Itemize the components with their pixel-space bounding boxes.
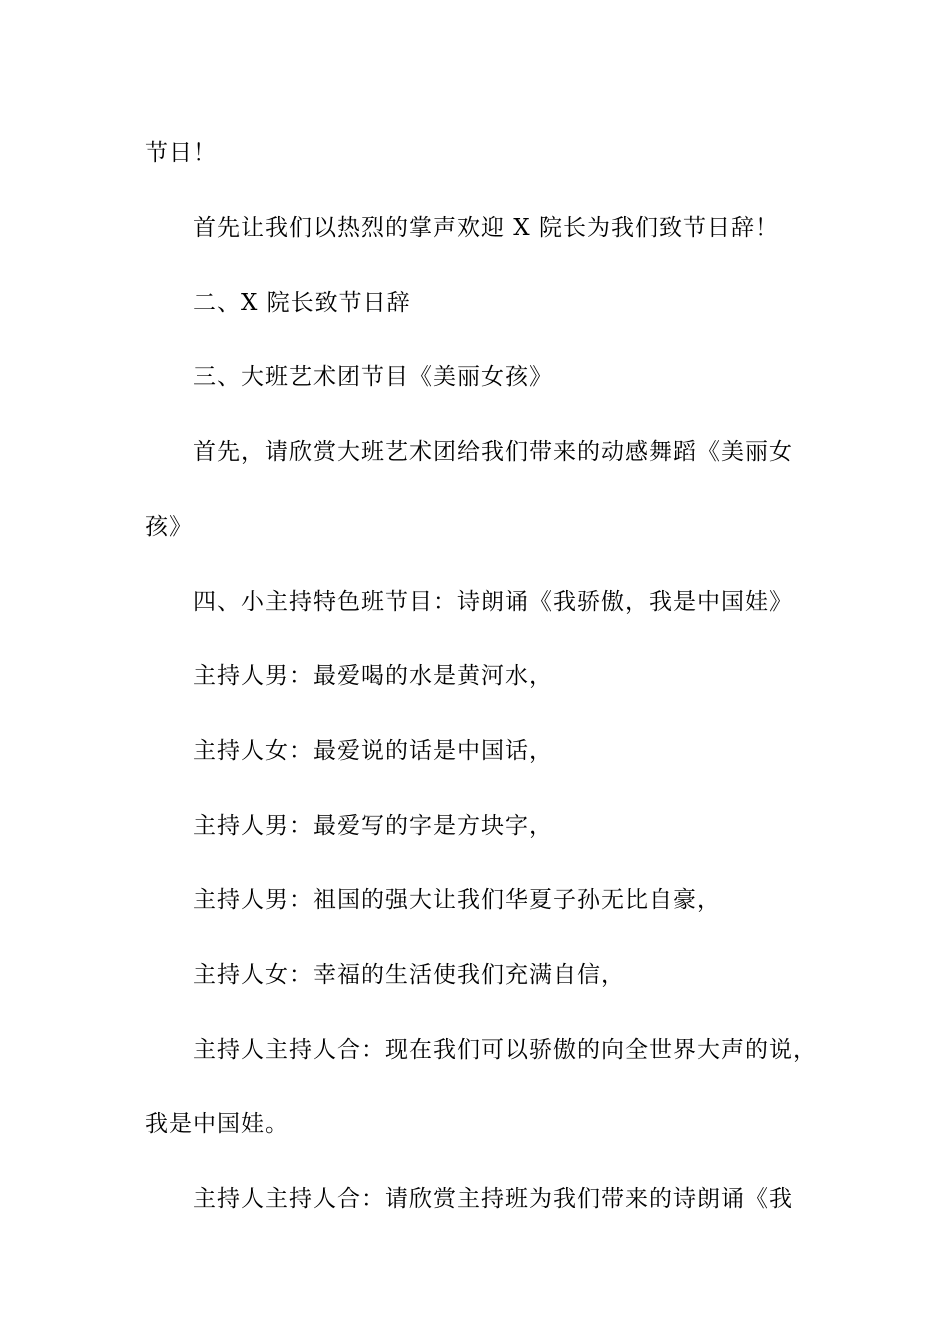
text-line: 主持人男：最爱写的字是方块字， bbox=[193, 813, 553, 839]
text-line: 四、小主持特色班节目：诗朗诵《我骄傲，我是中国娃》 bbox=[193, 589, 793, 615]
text-line: 主持人男：祖国的强大让我们华夏子孙无比自豪， bbox=[193, 887, 721, 913]
text-line: 首先让我们以热烈的掌声欢迎 X 院长为我们致节日辞！ bbox=[193, 215, 779, 241]
text-line: 主持人男：最爱喝的水是黄河水， bbox=[193, 663, 553, 689]
text-line: 我是中国娃。 bbox=[145, 1111, 289, 1137]
text-line: 主持人主持人合：现在我们可以骄傲的向全世界大声的说， bbox=[193, 1037, 817, 1063]
text-line: 三、大班艺术团节目《美丽女孩》 bbox=[193, 364, 553, 390]
text-line: 主持人女：最爱说的话是中国话， bbox=[193, 738, 553, 764]
text-line: 首先，请欣赏大班艺术团给我们带来的动感舞蹈《美丽女 bbox=[193, 439, 793, 465]
text-line: 二、X 院长致节日辞 bbox=[193, 290, 411, 316]
text-line: 主持人主持人合：请欣赏主持班为我们带来的诗朗诵《我 bbox=[193, 1186, 793, 1212]
text-line: 节日！ bbox=[145, 140, 217, 166]
text-line: 孩》 bbox=[145, 514, 193, 540]
text-line: 主持人女：幸福的生活使我们充满自信， bbox=[193, 962, 625, 988]
